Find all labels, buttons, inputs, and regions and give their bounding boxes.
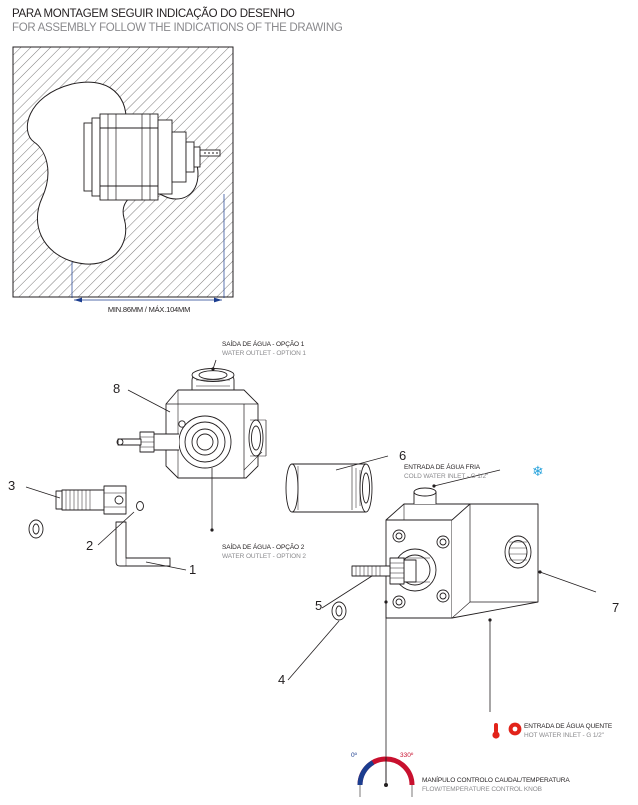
callout-6: 6 (399, 448, 407, 463)
callout-7: 7 (612, 600, 620, 615)
caption-water-outlet-option1 (222, 341, 306, 358)
part-6-cartridge (286, 464, 372, 512)
caption-cold-water-inlet (404, 464, 488, 481)
part-3-screw (56, 486, 126, 514)
callout-8: 8 (113, 381, 121, 396)
caption-outlet2-pt: SAÍDA DE ÁGUA - OPÇÃO 2 (222, 544, 305, 551)
caption-hot-en: HOT WATER INLET - G 1/2" (524, 731, 604, 739)
caption-control-knob (422, 777, 570, 794)
caption-hot-water-inlet (524, 723, 612, 740)
part-2-pin (137, 502, 144, 511)
caption-outlet2-en: WATER OUTLET - OPTION 2 (222, 552, 306, 560)
header-title-en: FOR ASSEMBLY FOLLOW THE INDICATIONS OF THE DRAWING (12, 22, 343, 34)
caption-water-outlet-option2 (222, 544, 306, 561)
caption-knob-en: FLOW/TEMPERATURE CONTROL KNOB (422, 785, 542, 793)
part-8-body (117, 369, 266, 479)
knob-min-label: 0º (351, 752, 357, 759)
caption-outlet1-pt: SAÍDA DE ÁGUA - OPÇÃO 1 (222, 341, 305, 348)
caption-hot-pt: ENTRADA DE ÁGUA QUENTE (524, 723, 613, 730)
header (12, 8, 412, 34)
part-5-spindle (352, 558, 416, 584)
hot-inlet-marker-icon (508, 722, 522, 738)
callout-4: 4 (278, 672, 286, 687)
caption-knob-pt: MANÍPULO CONTROLO CAUDAL/TEMPERATURA (422, 777, 570, 784)
callout-2: 2 (86, 538, 94, 553)
callout-5: 5 (315, 598, 323, 613)
part-7-valve-block (386, 488, 538, 618)
part-1-allen-key (116, 522, 170, 566)
part-3-washer (29, 520, 43, 538)
dimension-label: MIN.86MM / MÁX.104MM (107, 305, 191, 314)
thermometer-icon (490, 722, 502, 742)
snowflake-icon: ❄ (532, 463, 544, 479)
wall-section-drawing (12, 46, 234, 298)
knob-max-label: 330º (400, 752, 414, 759)
caption-outlet1-en: WATER OUTLET - OPTION 1 (222, 349, 306, 357)
callout-1: 1 (189, 562, 197, 577)
caption-cold-pt: ENTRADA DE ÁGUA FRIA (404, 464, 481, 471)
callout-3: 3 (8, 478, 16, 493)
part-4-washer (332, 602, 346, 620)
header-title-pt: PARA MONTAGEM SEGUIR INDICAÇÃO DO DESENHO (12, 8, 295, 20)
caption-cold-en: COLD WATER INLET - G 1/2" (404, 472, 489, 480)
